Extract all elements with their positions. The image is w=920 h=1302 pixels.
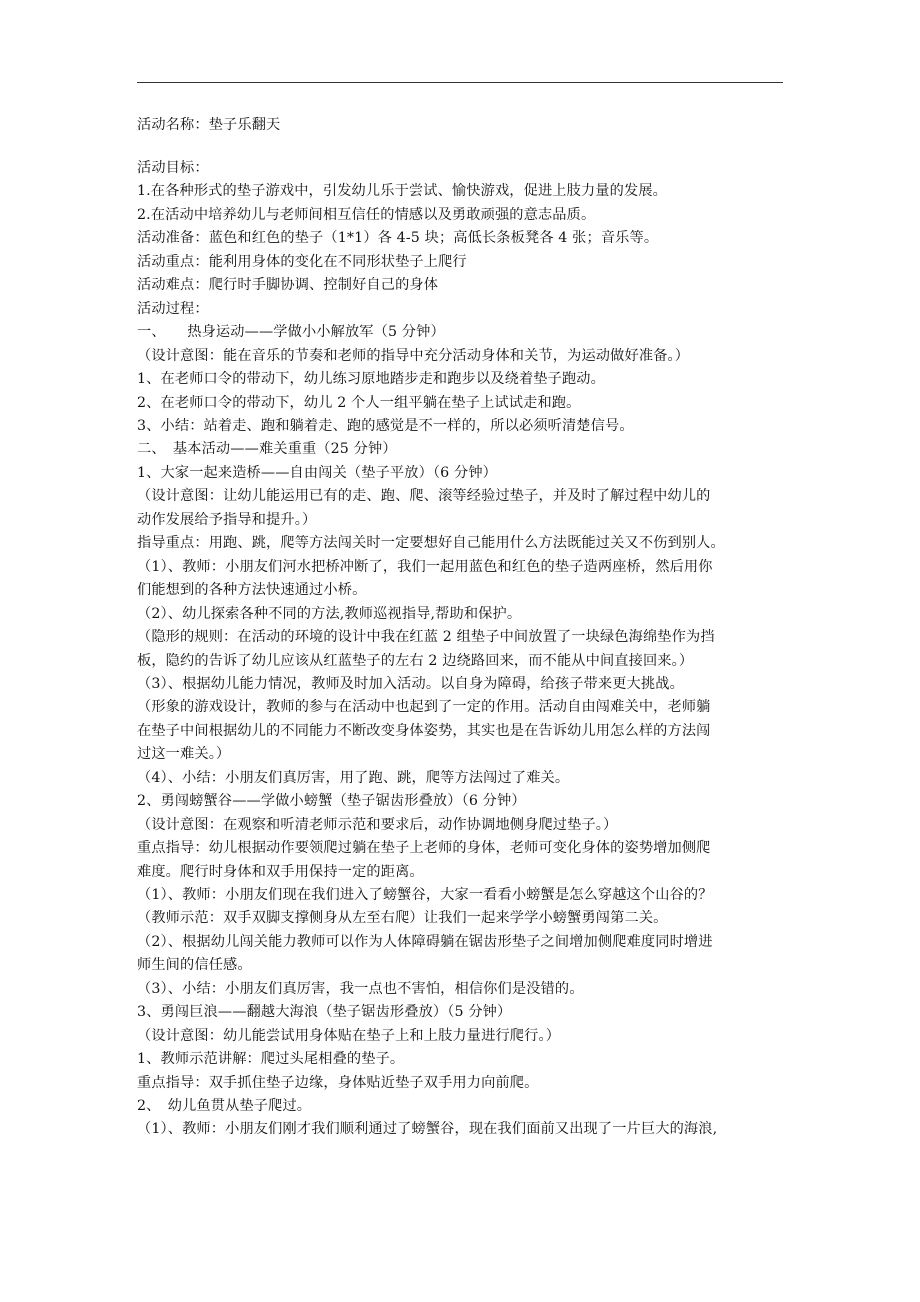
text-line: 一、 热身运动——学做小小解放军（5 分钟） [137,324,445,341]
header-rule [137,82,783,83]
text-line: （1）、教师：小朋友们现在我们进入了螃蟹谷，大家一看看小螃蟹是怎么穿越这个山谷的？ [137,886,713,903]
text-line: （设计意图：让幼儿能运用已有的走、跑、爬、滚等经验过垫子，并及时了解过程中幼儿的 [137,488,711,505]
activity-name-line: 活动名称：垫子乐翻天 [137,117,281,133]
text-line: （设计意图：能在音乐的节奏和老师的指导中充分活动身体和关节，为运动做好准备。） [137,347,690,364]
text-line: 活动准备：蓝色和红色的垫子（1*1）各 4-5 块；高低长条板凳各 4 张；音乐等。 [137,230,659,247]
text-line: 难度。爬行时身体和双手用保持一定的距离。 [137,863,424,880]
text-line: 活动目标： [137,160,209,176]
text-line: 过这一难关。） [137,746,231,763]
text-line: 1、在老师口令的带动下，幼儿练习原地踏步走和跑步以及绕着垫子跑动。 [137,371,605,387]
text-line: 二、 基本活动——难关重重（25 分钟） [137,441,397,458]
text-line: 2、 幼儿鱼贯从垫子爬过。 [137,1098,312,1114]
text-line: 2、勇闯螃蟹谷——学做小螃蟹（垫子锯齿形叠放）（6 分钟） [137,793,526,810]
text-line: （设计意图：在观察和听清老师示范和要求后，动作协调地侧身爬过垫子。） [137,816,618,833]
text-line: 活动重点：能利用身体的变化在不同形状垫子上爬行 [137,253,467,270]
text-line: （2）、幼儿探索各种不同的方法,教师巡视指导,帮助和保护。 [137,605,522,622]
text-line: 3、勇闯巨浪——翻越大海浪（垫子锯齿形叠放）（5 分钟） [137,1004,512,1021]
text-line: 1、教师示范讲解：爬过头尾相叠的垫子。 [137,1051,405,1068]
text-line: （3）、小结：小朋友们真厉害，我一点也不害怕，相信你们是没错的。 [137,980,584,997]
text-line: 动作发展给予指导和提升。） [137,511,317,528]
text-line: 活动难点：爬行时手脚协调、控制好自己的身体 [137,277,439,294]
text-line: 活动过程： [137,300,209,317]
text-line: （2）、根据幼儿闯关能力教师可以作为人体障碍躺在锯齿形垫子之间增加侧爬难度同时增进 [137,933,713,950]
text-line: 板，隐约的告诉了幼儿应该从红蓝垫子的左右 2 边绕路回来，而不能从中间直接回来。） [137,652,694,669]
text-line: （教师示范：双手双脚支撑侧身从左至右爬）让我们一起来学学小螃蟹勇闯第二关。 [137,910,668,927]
text-line: （形象的游戏设计，教师的参与在活动中也起到了一定的作用。活动自由闯难关中，老师躺 [137,699,711,716]
text-line: （1）、教师：小朋友们刚才我们顺利通过了螃蟹谷，现在我们面前又出现了一片巨大的海浪, [137,1121,718,1138]
text-line: （1）、教师：小朋友们河水把桥冲断了，我们一起用蓝色和红色的垫子造两座桥，然后用你 [137,558,713,575]
text-line: 重点指导：双手抓住垫子边缘，身体贴近垫子双手用力向前爬。 [137,1074,539,1091]
text-line: 在垫子中间根据幼儿的不同能力不断改变身体姿势，其实也是在告诉幼儿用怎么样的方法闯 [137,722,711,739]
text-line: 1.在各种形式的垫子游戏中，引发幼儿乐于尝试、愉快游戏，促进上肢力量的发展。 [137,183,667,200]
text-line: （4）、小结：小朋友们真厉害，用了跑、跳，爬等方法闯过了难关。 [137,769,570,786]
text-line: （设计意图：幼儿能尝试用身体贴在垫子上和上肢力量进行爬行。） [137,1027,561,1044]
text-line: （3）、根据幼儿能力情况，教师及时加入活动。以自身为障碍，给孩子带来更大挑战。 [137,675,684,692]
text-line: 3、小结：站着走、跑和躺着走、跑的感觉是不一样的，所以必须听清楚信号。 [137,417,634,434]
text-line: 2.在活动中培养幼儿与老师间相互信任的情感以及勇敢顽强的意志品质。 [137,206,596,223]
text-line: 重点指导：幼儿根据动作要领爬过躺在垫子上老师的身体，老师可变化身体的姿势增加侧爬 [137,840,711,856]
text-line: 2、在老师口令的带动下，幼儿 2 个人一组平躺在垫子上试试走和跑。 [137,394,581,411]
text-line: 指导重点：用跑、跳，爬等方法闯关时一定要想好自己能用什么方法既能过关又不伤到别人。 [137,535,725,552]
text-line: 师生间的信任感。 [137,957,252,974]
text-line: 们能想到的各种方法快速通过小桥。 [137,582,367,599]
text-line: （隐形的规则：在活动的环境的设计中我在红蓝 2 组垫子中间放置了一块绿色海绵垫作为挡 [137,629,715,645]
text-line: 1、大家一起来造桥——自由闯关（垫子平放）（6 分钟） [137,464,498,481]
